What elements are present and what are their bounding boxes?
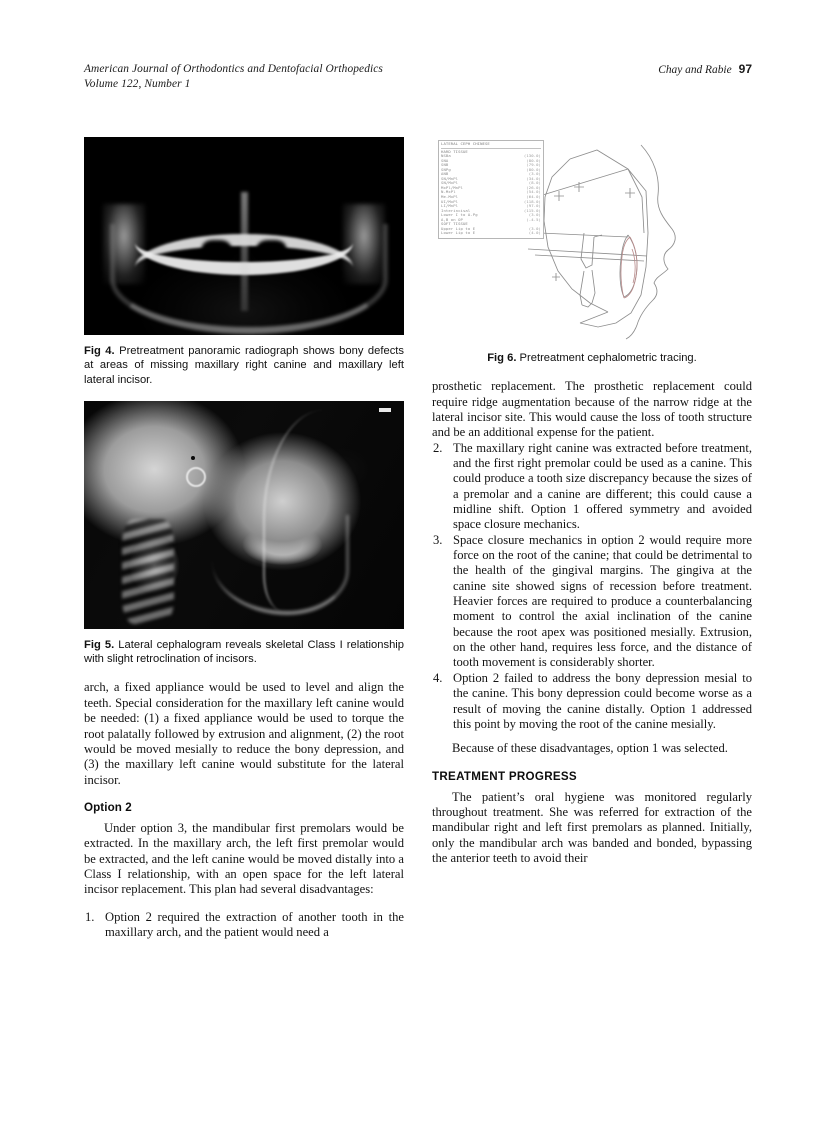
measure-name: Lower Lip to E xyxy=(441,230,476,236)
measure-name: SN/MnPl xyxy=(441,175,459,181)
running-head-right xyxy=(658,62,752,78)
measure-norm: (4.0) xyxy=(528,230,541,236)
missing-tooth-gap-a xyxy=(202,240,231,258)
measure-name: SNPg xyxy=(441,166,451,172)
measure-name: NSBa xyxy=(441,153,451,159)
panoramic-radiograph-image xyxy=(84,137,404,335)
page-number: 97 xyxy=(738,62,752,76)
measure-norm: (118.0) xyxy=(523,198,541,204)
measure-norm: (8.0) xyxy=(528,180,541,186)
paragraph-option-2: Under option 3, the mandibular first premolars would be extracted. In the maxillary arch, the left first premolar would be extracted, and the left canine would be moved distally into a Class I relationship, with an open space for the left lateral incisor replacement. This plan had several disadvantages: xyxy=(84,820,404,897)
list-item: Option 2 required the extraction of another tooth in the maxillary arch, and the patient would need a xyxy=(105,909,404,939)
measure-norm: (130.0) xyxy=(523,153,541,159)
ceph-table-section-hard: HARD TISSUE xyxy=(441,148,468,154)
left-column-body xyxy=(84,680,404,940)
radiopaque-dot-marker xyxy=(191,456,195,460)
heading-treatment-progress: TREATMENT PROGRESS xyxy=(432,769,577,783)
measure-name: UI/MxPl xyxy=(441,198,459,204)
measure-name: Me-MxPl xyxy=(441,194,459,200)
journal-volume: Volume 122, Number 1 xyxy=(84,78,191,90)
measure-norm: (97.0) xyxy=(526,203,541,209)
figure-4-caption-text: Pretreatment panoramic radiograph shows bony defects at areas of missing maxillary right canine and maxillary left lateral incisor. xyxy=(84,345,405,386)
measure-norm: (115.0) xyxy=(523,207,541,213)
article-authors: Chay and Rabie xyxy=(658,64,732,76)
ceph-table-section-soft: SOFT TISSUE xyxy=(441,221,468,227)
measure-norm: (80.0) xyxy=(526,166,541,172)
table-row xyxy=(441,231,541,236)
left-column xyxy=(84,137,404,940)
measure-norm: (3.0) xyxy=(528,225,541,231)
paragraph-because: Because of these disadvantages, option 1 was selected. xyxy=(452,741,728,756)
paragraph-continued-right: prosthetic replacement. The prosthetic replacement could require ridge augmentation because of the narrow ridge at the lateral incisor site. This would cause the loss of tooth structure and be an additional expense for the patient. xyxy=(432,379,752,440)
midline-shadow xyxy=(241,192,247,311)
measure-norm: (3.0) xyxy=(528,171,541,177)
measure-norm: (64.0) xyxy=(526,194,541,200)
film-corner-marker xyxy=(379,408,391,412)
list-item: The maxillary right canine was extracted before treatment, and the first right premolar could be used as a canine. This could produce a tooth size discrepancy because the sizes of a premolar and a canine are different; this could cause a midline shift. Option 1 offered symmetry and avoided space closure mechanics. xyxy=(453,440,752,532)
measure-norm: (80.0) xyxy=(526,157,541,163)
measure-name: SNA xyxy=(441,157,449,163)
measure-norm: (-4.5) xyxy=(526,216,541,222)
mandible-outline-shadow xyxy=(110,224,389,334)
measure-name: Lower I to A-Pg xyxy=(441,212,478,218)
measure-name: LI/MnPl xyxy=(441,203,459,209)
heading-option-2: Option 2 xyxy=(84,800,132,814)
disadvantages-list-right xyxy=(432,441,752,733)
right-column xyxy=(432,137,752,866)
paragraph-continued-left: arch, a fixed appliance would be used to level and align the teeth. Special consideration for the maxillary left canine would be needed: (1) a fixed appliance would be used to torque the root palatally followed by extrusion and alignment, (2) the root would be moved mesially to reduce the bony depression, and (3) the maxillary left canine would substitute for the lateral incisor. xyxy=(84,680,404,787)
measure-name: ANB xyxy=(441,171,449,177)
figure-5-caption-text: Lateral cephalogram reveals skeletal Class I relationship with slight retroclination of incisors. xyxy=(84,638,404,666)
measure-name: MxPl/MnPl xyxy=(441,184,463,190)
journal-title: American Journal of Orthodontics and Dentofacial Orthopedics xyxy=(84,63,383,75)
cephalometric-measurements-table xyxy=(438,140,544,239)
figure-5 xyxy=(84,401,404,667)
right-column-body xyxy=(432,379,752,866)
measure-norm: (26.0) xyxy=(526,184,541,190)
paragraph-treatment-progress: The patient’s oral hygiene was monitored regularly throughout treatment. She was referred for extraction of the mandibular right and left first premolars as planned. Initially, only the mandibular arch was banded and bonded, bypassing the anterior teeth to avoid their xyxy=(432,789,752,865)
list-item: Space closure mechanics in option 2 would require more force on the root of the canine; that could be detrimental to the health of the gingival margins. The gingiva at the canine site showed signs of recession before treatment. Heavier forces are required to produce a counterbalancing moment to control the axial inclination of the canine because the root apex was positioned mesially. Extrusion, on the other hand, requires less force, and the distance of tooth movement is considerably shorter. xyxy=(453,532,752,670)
measure-name: Interincisal xyxy=(441,207,471,213)
measure-name: N-MxPl xyxy=(441,189,456,195)
lateral-cephalogram-image xyxy=(84,401,404,629)
measure-name: A,B on OP xyxy=(441,216,463,222)
figure-6-number: Fig 6. xyxy=(487,352,517,364)
figure-5-caption xyxy=(84,638,404,667)
figure-4-number: Fig 4. xyxy=(84,345,115,357)
figure-6 xyxy=(432,137,752,365)
ceph-table-title: LATERAL CEPH CHINESE xyxy=(441,142,541,149)
figure-4-caption xyxy=(84,344,404,387)
measure-norm: (54.0) xyxy=(526,189,541,195)
measure-norm: (3.0) xyxy=(528,212,541,218)
cephalometric-tracing-image xyxy=(432,137,752,342)
measure-norm: (34.0) xyxy=(526,175,541,181)
figure-5-number: Fig 5. xyxy=(84,638,115,651)
disadvantages-list-left xyxy=(84,910,404,941)
journal-title-block xyxy=(84,62,383,92)
cervical-spine-shadow xyxy=(122,519,173,624)
measure-name: SN/MxPl xyxy=(441,180,459,186)
figure-6-caption-text: Pretreatment cephalometric tracing. xyxy=(519,352,697,364)
list-item: Option 2 failed to address the bony depression mesial to the canine. This bony depression could become worse as a result of moving the canine distally. Option 1 addressed this point by moving the root of the canine mesially. xyxy=(453,670,752,731)
running-head xyxy=(84,62,752,96)
measure-name: SNB xyxy=(441,162,449,168)
measure-name: Upper Lip to E xyxy=(441,225,476,231)
figure-4 xyxy=(84,137,404,387)
measure-norm: (79.0) xyxy=(526,162,541,168)
missing-tooth-gap-b xyxy=(257,240,286,258)
figure-6-caption xyxy=(432,351,752,365)
